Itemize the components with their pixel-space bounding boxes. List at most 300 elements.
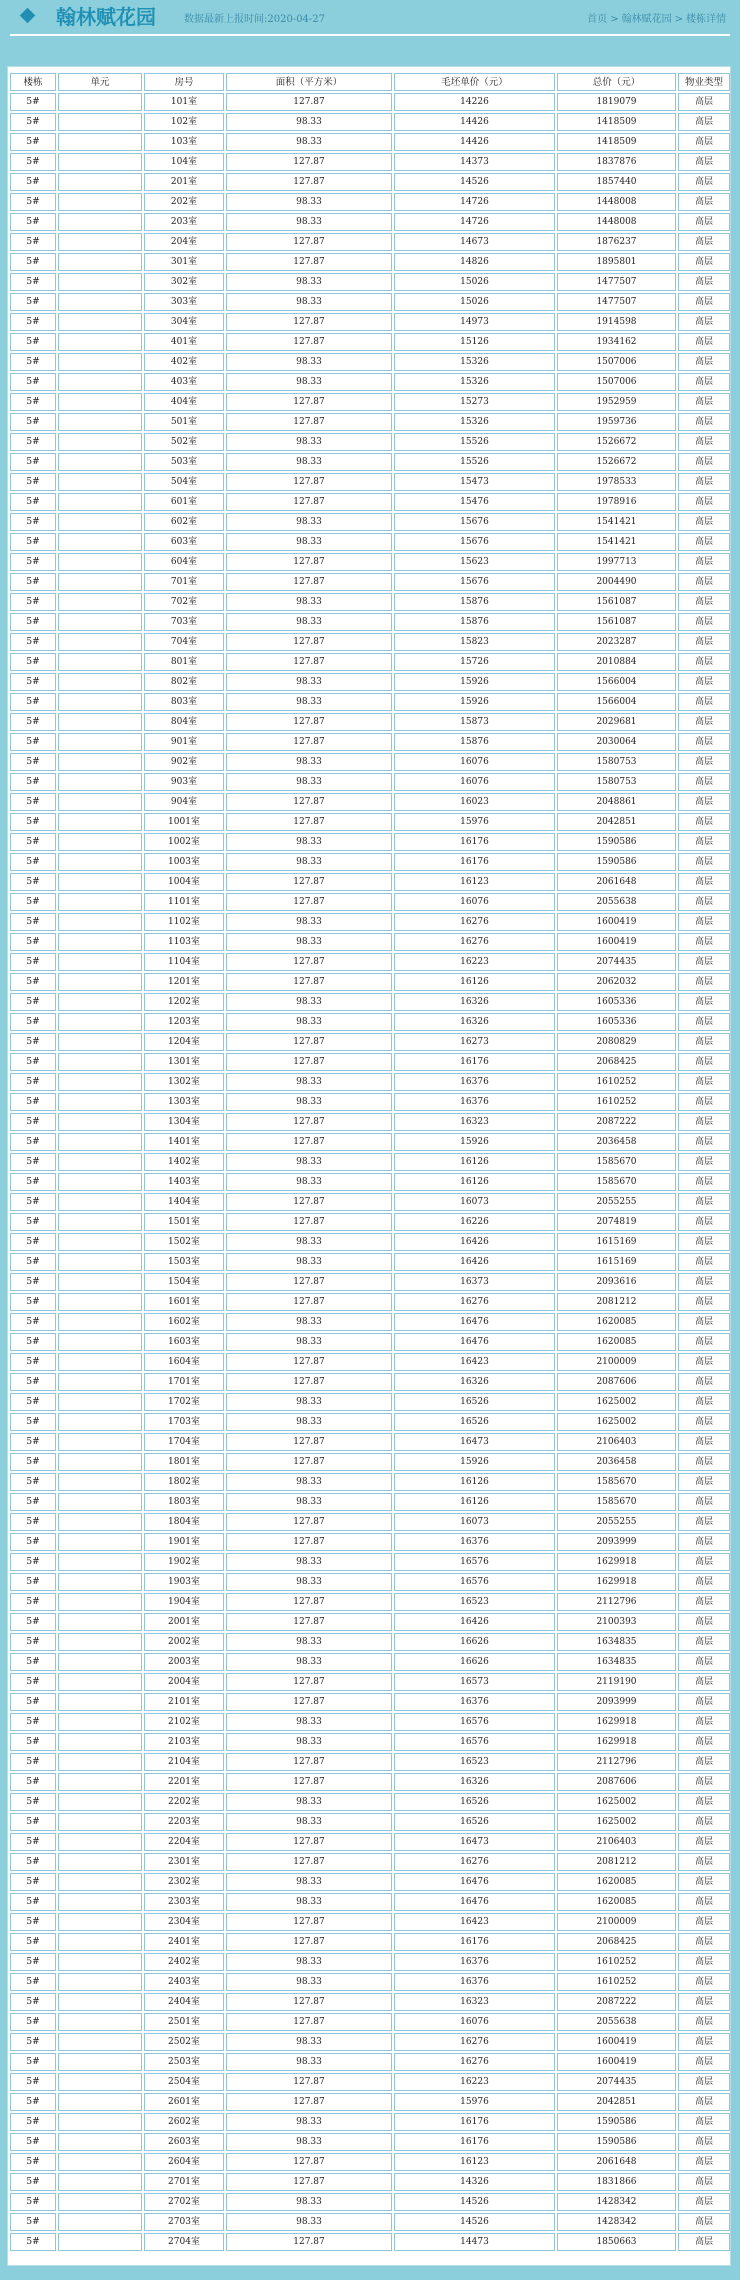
cell-total-price: 2106403 [557,1833,676,1851]
cell-property-type: 高层 [678,1793,730,1811]
cell-unit-price: 16076 [394,753,555,771]
table-row [10,2133,730,2151]
cell-room: 1101室 [144,893,224,911]
cell-room: 2702室 [144,2193,224,2211]
cell-unit [58,1193,142,1211]
cell-property-type: 高层 [678,1773,730,1791]
table-row [10,953,730,971]
cell-area: 98.33 [226,1553,392,1571]
cell-room: 2403室 [144,1973,224,1991]
cell-unit [58,973,142,991]
cell-area: 98.33 [226,913,392,931]
cell-building: 5# [10,2113,56,2131]
cell-building: 5# [10,513,56,531]
cell-total-price: 1507006 [557,353,676,371]
cell-unit-price: 15926 [394,1453,555,1471]
cell-room: 603室 [144,533,224,551]
cell-unit [58,93,142,111]
cell-total-price: 1590586 [557,853,676,871]
cell-total-price: 1629918 [557,1713,676,1731]
cell-room: 101室 [144,93,224,111]
table-row [10,1693,730,1711]
cell-unit [58,2173,142,2191]
cell-unit [58,633,142,651]
cell-area: 127.87 [226,313,392,331]
cell-unit-price: 16276 [394,1293,555,1311]
cell-property-type: 高层 [678,713,730,731]
table-row [10,1473,730,1491]
cell-unit-price: 16626 [394,1633,555,1651]
cell-unit [58,1133,142,1151]
cell-building: 5# [10,2093,56,2111]
table-row [10,1313,730,1331]
cell-room: 1601室 [144,1293,224,1311]
table-row [10,1593,730,1611]
cell-building: 5# [10,133,56,151]
cell-unit-price: 16376 [394,1693,555,1711]
cell-room: 1901室 [144,1533,224,1551]
cell-unit-price: 16576 [394,1573,555,1591]
table-row [10,253,730,271]
cell-total-price: 2061648 [557,2153,676,2171]
table-row [10,1273,730,1291]
cell-room: 302室 [144,273,224,291]
cell-room: 204室 [144,233,224,251]
cell-building: 5# [10,1893,56,1911]
cell-total-price: 1477507 [557,293,676,311]
cell-property-type: 高层 [678,2073,730,2091]
cell-total-price: 2036458 [557,1453,676,1471]
cell-building: 5# [10,1333,56,1351]
cell-unit-price: 16426 [394,1253,555,1271]
cell-unit-price: 16326 [394,1373,555,1391]
cell-building: 5# [10,1113,56,1131]
cell-unit [58,1073,142,1091]
cell-building: 5# [10,2153,56,2171]
cell-unit-price: 15823 [394,633,555,651]
cell-property-type: 高层 [678,1153,730,1171]
cell-total-price: 1620085 [557,1873,676,1891]
cell-room: 1402室 [144,1153,224,1171]
cell-total-price: 2055255 [557,1193,676,1211]
cell-unit-price: 16376 [394,1973,555,1991]
cell-area: 98.33 [226,453,392,471]
cell-area: 127.87 [226,1353,392,1371]
cell-unit [58,713,142,731]
cell-unit-price: 15326 [394,373,555,391]
cell-building: 5# [10,1033,56,1051]
table-row [10,2213,730,2231]
cell-area: 127.87 [226,2153,392,2171]
cell-unit-price: 16373 [394,1273,555,1291]
cell-total-price: 2081212 [557,1853,676,1871]
cell-unit [58,533,142,551]
cell-total-price: 1507006 [557,373,676,391]
cell-building: 5# [10,1373,56,1391]
cell-total-price: 1629918 [557,1553,676,1571]
cell-building: 5# [10,873,56,891]
cell-total-price: 1585670 [557,1493,676,1511]
cell-property-type: 高层 [678,1913,730,1931]
cell-unit [58,893,142,911]
cell-room: 1303室 [144,1093,224,1111]
table-row [10,913,730,931]
cell-unit [58,813,142,831]
cell-property-type: 高层 [678,2173,730,2191]
table-row [10,873,730,891]
breadcrumb-separator: > [610,14,619,25]
breadcrumb-home-link[interactable]: 首页 [587,14,608,25]
cell-building: 5# [10,1193,56,1211]
cell-property-type: 高层 [678,2233,730,2251]
cell-room: 1603室 [144,1333,224,1351]
cell-property-type: 高层 [678,533,730,551]
table-row [10,313,730,331]
cell-building: 5# [10,633,56,651]
cell-room: 201室 [144,173,224,191]
cell-property-type: 高层 [678,753,730,771]
cell-room: 2204室 [144,1833,224,1851]
cell-property-type: 高层 [678,1493,730,1511]
cell-area: 127.87 [226,1273,392,1291]
table-row [10,233,730,251]
table-row [10,1453,730,1471]
cell-building: 5# [10,1973,56,1991]
cell-building: 5# [10,2053,56,2071]
cell-property-type: 高层 [678,1553,730,1571]
cell-unit-price: 16526 [394,1813,555,1831]
cell-property-type: 高层 [678,2193,730,2211]
cell-building: 5# [10,1713,56,1731]
cell-property-type: 高层 [678,2133,730,2151]
cell-building: 5# [10,1513,56,1531]
col-unit-price: 毛坯单价（元） [394,73,555,91]
cell-building: 5# [10,1073,56,1091]
cell-area: 98.33 [226,1973,392,1991]
cell-unit [58,1753,142,1771]
cell-room: 2302室 [144,1873,224,1891]
cell-area: 127.87 [226,553,392,571]
cell-area: 98.33 [226,1493,392,1511]
cell-building: 5# [10,213,56,231]
cell-property-type: 高层 [678,1853,730,1871]
cell-room: 1902室 [144,1553,224,1571]
cell-area: 98.33 [226,113,392,131]
cell-total-price: 2055638 [557,893,676,911]
cell-unit [58,2153,142,2171]
cell-area: 127.87 [226,653,392,671]
cell-area: 127.87 [226,633,392,651]
table-row [10,2013,730,2031]
cell-room: 904室 [144,793,224,811]
cell-area: 127.87 [226,573,392,591]
cell-area: 98.33 [226,1813,392,1831]
cell-unit [58,1453,142,1471]
breadcrumb-project-link[interactable]: 翰林赋花园 [621,14,672,25]
cell-room: 504室 [144,473,224,491]
cell-area: 127.87 [226,413,392,431]
cell-unit-price: 16076 [394,773,555,791]
cell-unit [58,1233,142,1251]
cell-unit-price: 16176 [394,2133,555,2151]
cell-total-price: 2023287 [557,633,676,651]
cell-property-type: 高层 [678,433,730,451]
cell-unit [58,1953,142,1971]
col-property-type: 物业类型 [678,73,730,91]
cell-unit [58,193,142,211]
cell-unit [58,1413,142,1431]
table-row [10,293,730,311]
cell-building: 5# [10,1693,56,1711]
cell-area: 127.87 [226,1433,392,1451]
cell-unit-price: 16426 [394,1613,555,1631]
cell-property-type: 高层 [678,1753,730,1771]
cell-property-type: 高层 [678,313,730,331]
cell-total-price: 1580753 [557,773,676,791]
cell-property-type: 高层 [678,93,730,111]
table-row [10,1673,730,1691]
cell-room: 703室 [144,613,224,631]
cell-unit-price: 16176 [394,1053,555,1071]
cell-total-price: 1585670 [557,1473,676,1491]
breadcrumb-current: 楼栋详情 [686,14,726,25]
cell-area: 98.33 [226,1873,392,1891]
table-row [10,1893,730,1911]
cell-area: 98.33 [226,273,392,291]
cell-building: 5# [10,1933,56,1951]
cell-room: 601室 [144,493,224,511]
cell-property-type: 高层 [678,1393,730,1411]
cell-unit-price: 16276 [394,1853,555,1871]
table-row [10,2093,730,2111]
table-row [10,1373,730,1391]
cell-property-type: 高层 [678,493,730,511]
cell-unit [58,1033,142,1051]
cell-total-price: 2100009 [557,1913,676,1931]
cell-building: 5# [10,693,56,711]
cell-unit-price: 15026 [394,273,555,291]
cell-building: 5# [10,253,56,271]
cell-room: 1701室 [144,1373,224,1391]
cell-total-price: 1610252 [557,1073,676,1091]
cell-unit-price: 14373 [394,153,555,171]
cell-total-price: 2042851 [557,813,676,831]
cell-area: 98.33 [226,993,392,1011]
cell-property-type: 高层 [678,933,730,951]
cell-building: 5# [10,193,56,211]
table-row [10,973,730,991]
cell-building: 5# [10,2073,56,2091]
cell-unit [58,1973,142,1991]
cell-property-type: 高层 [678,1213,730,1231]
col-total-price: 总价（元） [557,73,676,91]
table-row [10,1573,730,1591]
cell-room: 1004室 [144,873,224,891]
cell-area: 127.87 [226,713,392,731]
cell-room: 1503室 [144,1253,224,1271]
cell-total-price: 1819079 [557,93,676,111]
cell-unit-price: 16523 [394,1753,555,1771]
table-row [10,1013,730,1031]
cell-unit-price: 16076 [394,2013,555,2031]
breadcrumb-separator: > [674,14,683,25]
cell-unit-price: 14426 [394,133,555,151]
cell-total-price: 1620085 [557,1313,676,1331]
cell-unit-price: 15126 [394,333,555,351]
cell-unit [58,1093,142,1111]
cell-property-type: 高层 [678,1413,730,1431]
cell-property-type: 高层 [678,2013,730,2031]
cell-unit [58,313,142,331]
cell-property-type: 高层 [678,1973,730,1991]
cell-building: 5# [10,1953,56,1971]
cell-unit [58,1153,142,1171]
cell-building: 5# [10,1393,56,1411]
cell-building: 5# [10,2193,56,2211]
table-row [10,1853,730,1871]
cell-property-type: 高层 [678,673,730,691]
cell-unit-price: 16126 [394,1153,555,1171]
cell-property-type: 高层 [678,1673,730,1691]
cell-unit-price: 16323 [394,1113,555,1131]
table-row [10,553,730,571]
cell-unit [58,1273,142,1291]
cell-total-price: 2100009 [557,1353,676,1371]
cell-room: 1003室 [144,853,224,871]
cell-area: 98.33 [226,1653,392,1671]
cell-unit [58,1353,142,1371]
cell-room: 301室 [144,253,224,271]
cell-building: 5# [10,893,56,911]
cell-total-price: 1566004 [557,673,676,691]
table-row [10,1873,730,1891]
table-row [10,1533,730,1551]
cell-unit [58,2013,142,2031]
cell-room: 1803室 [144,1493,224,1511]
cell-property-type: 高层 [678,2033,730,2051]
cell-total-price: 1428342 [557,2213,676,2231]
cell-total-price: 1850663 [557,2233,676,2251]
cell-room: 1903室 [144,1573,224,1591]
cell-area: 98.33 [226,133,392,151]
cell-building: 5# [10,1773,56,1791]
cell-property-type: 高层 [678,1593,730,1611]
cell-property-type: 高层 [678,133,730,151]
cell-unit-price: 15526 [394,453,555,471]
cell-building: 5# [10,1793,56,1811]
cell-unit [58,1793,142,1811]
cell-building: 5# [10,1173,56,1191]
cell-building: 5# [10,973,56,991]
cell-area: 98.33 [226,1793,392,1811]
cell-unit-price: 14526 [394,2193,555,2211]
cell-unit-price: 16226 [394,1213,555,1231]
table-row [10,813,730,831]
cell-property-type: 高层 [678,1273,730,1291]
cell-unit-price: 16326 [394,993,555,1011]
cell-property-type: 高层 [678,873,730,891]
cell-unit [58,2033,142,2051]
cell-unit [58,1313,142,1331]
cell-building: 5# [10,1313,56,1331]
cell-building: 5# [10,2033,56,2051]
cell-property-type: 高层 [678,1573,730,1591]
cell-property-type: 高层 [678,913,730,931]
cell-building: 5# [10,1353,56,1371]
cell-area: 127.87 [226,333,392,351]
cell-room: 903室 [144,773,224,791]
cell-property-type: 高层 [678,953,730,971]
table-row [10,1073,730,1091]
cell-property-type: 高层 [678,893,730,911]
table-row [10,1933,730,1951]
cell-unit [58,1553,142,1571]
cell-room: 502室 [144,433,224,451]
cell-area: 127.87 [226,1993,392,2011]
cell-unit [58,1773,142,1791]
cell-total-price: 2087222 [557,1113,676,1131]
cell-total-price: 1615169 [557,1233,676,1251]
cell-total-price: 2100393 [557,1613,676,1631]
cell-area: 127.87 [226,1133,392,1151]
cell-building: 5# [10,1833,56,1851]
cell-room: 1602室 [144,1313,224,1331]
cell-area: 98.33 [226,513,392,531]
cell-room: 1001室 [144,813,224,831]
cell-building: 5# [10,853,56,871]
cell-building: 5# [10,1053,56,1071]
cell-property-type: 高层 [678,233,730,251]
cell-unit-price: 16626 [394,1653,555,1671]
cell-area: 127.87 [226,1613,392,1631]
cell-room: 1301室 [144,1053,224,1071]
table-row [10,993,730,1011]
cell-unit-price: 16176 [394,853,555,871]
cell-unit [58,553,142,571]
cell-unit-price: 16376 [394,1533,555,1551]
cell-total-price: 1590586 [557,2113,676,2131]
cell-unit-price: 16276 [394,2053,555,2071]
table-row [10,2233,730,2251]
cell-property-type: 高层 [678,1453,730,1471]
cell-area: 127.87 [226,253,392,271]
cell-building: 5# [10,173,56,191]
cell-building: 5# [10,1293,56,1311]
cell-total-price: 2061648 [557,873,676,891]
table-row [10,1553,730,1571]
cell-total-price: 2093999 [557,1533,676,1551]
cell-unit [58,793,142,811]
cell-unit [58,2053,142,2071]
cell-unit [58,1213,142,1231]
cell-total-price: 2055255 [557,1513,676,1531]
cell-unit [58,413,142,431]
cell-unit [58,113,142,131]
cell-building: 5# [10,1453,56,1471]
cell-unit-price: 15676 [394,513,555,531]
cell-property-type: 高层 [678,1613,730,1631]
cell-unit-price: 15623 [394,553,555,571]
table-row [10,273,730,291]
cell-property-type: 高层 [678,353,730,371]
cell-area: 127.87 [226,2013,392,2031]
cell-total-price: 1585670 [557,1173,676,1191]
cell-unit [58,773,142,791]
table-row [10,373,730,391]
cell-unit [58,1993,142,2011]
cell-building: 5# [10,1753,56,1771]
cell-unit-price: 14726 [394,213,555,231]
